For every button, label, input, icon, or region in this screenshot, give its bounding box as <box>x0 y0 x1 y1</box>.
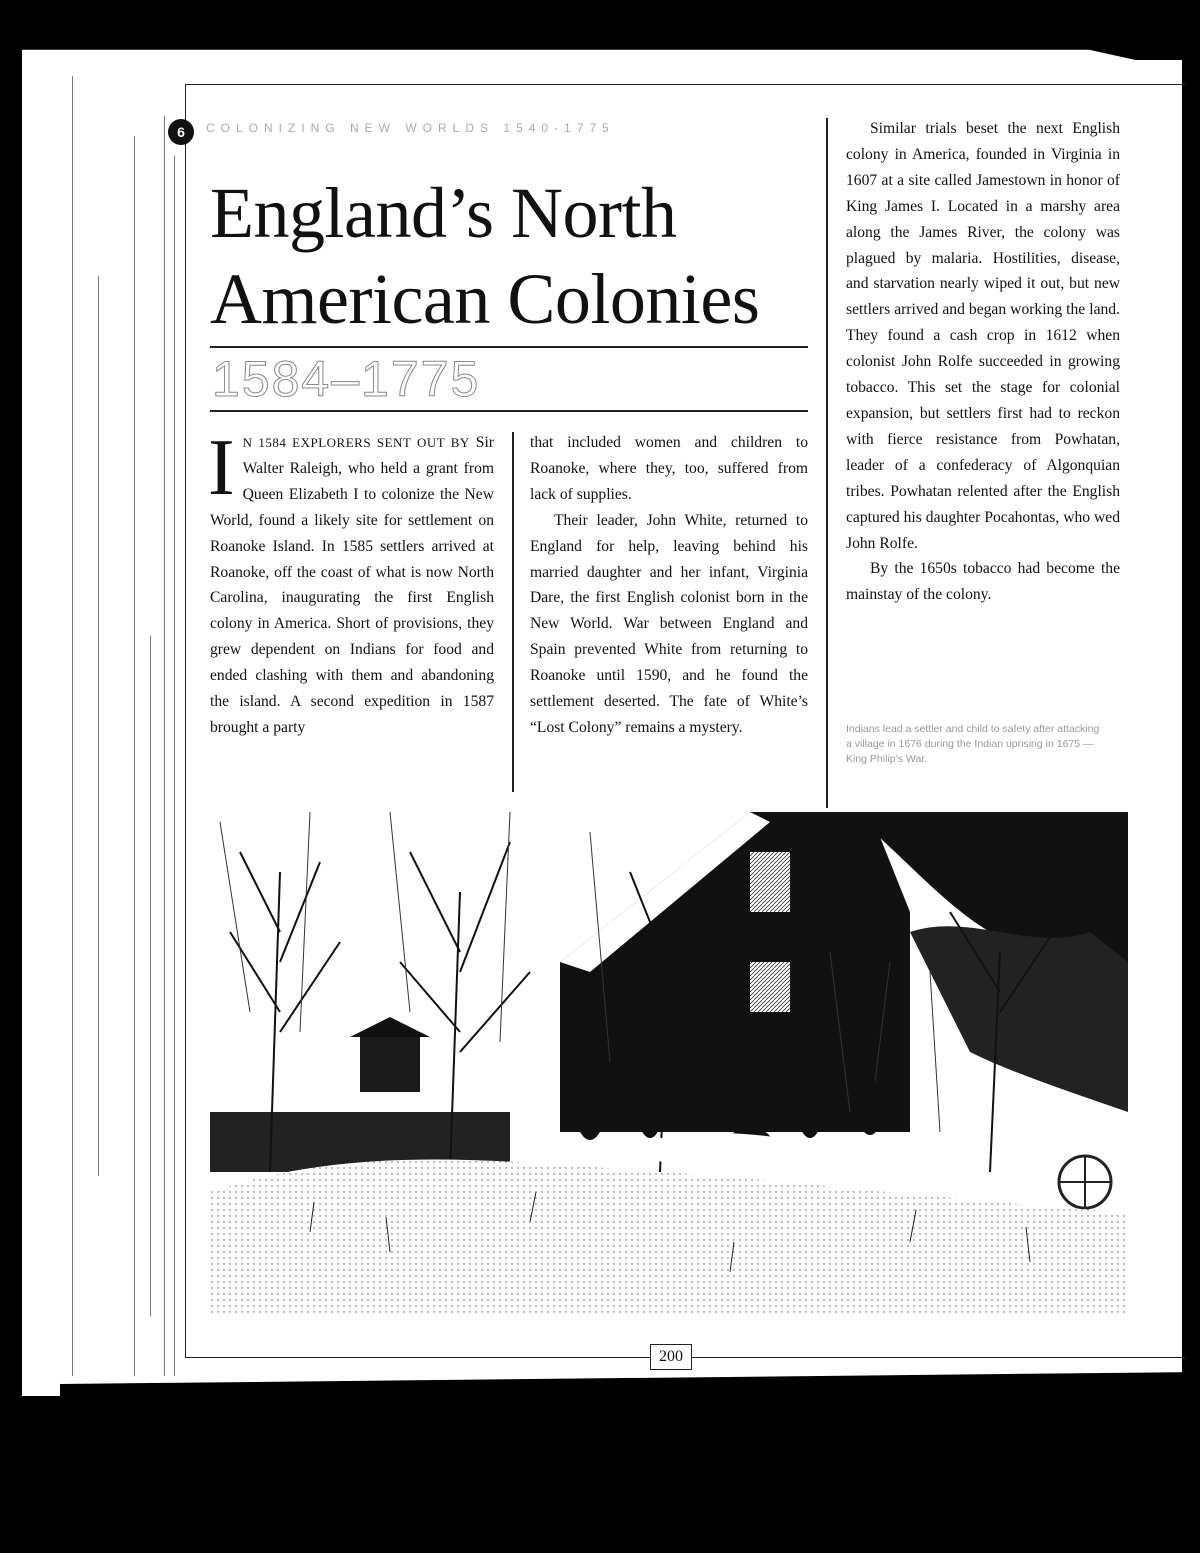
scan-top-shadow <box>22 26 1182 60</box>
paragraph: that included women and children to Roanoke, where they, too, suffered from lack of supplies. <box>530 434 808 503</box>
drop-cap: I <box>208 424 235 512</box>
date-range: 1584–1775 <box>212 351 481 407</box>
paragraph: Similar trials beset the next English colony in America, founded in Virginia in 1607 at a site called Jamestown in honor of King James I. Located in a marshy area along the James River, the colony was plagued by malaria. Hostilities, disease, and starvation nearly wiped it out, but new settlers arrived and began working the land. They found a cash crop in 1612 when colonist John Rolfe succeeded in growing tobacco. This set the stage for colonial expansion, but settlers first had to reckon with fierce resistance from Powhatan, leader of a confederacy of Algonquian tribes. Powhatan relented after the English captured his daughter Pocahontas, who wed John Rolfe. <box>846 120 1120 552</box>
text-column-2 <box>530 430 808 741</box>
text-column-1 <box>208 424 494 741</box>
paragraph: Their leader, John White, returned to England for help, leaving behind his married daughter and her infant, Virginia Dare, the first English colonist born in the New World. War between England and Spain prevented White from returning to Roanoke until 1590, and he found the settlement deserted. The fate of White’s “Lost Colony” remains a mystery. <box>530 511 808 736</box>
text-column-3 <box>846 116 1120 608</box>
section-number-marker: 6 <box>168 119 194 145</box>
lead-in-smallcaps: N 1584 EXPLORERS SENT OUT BY <box>242 435 470 450</box>
title-line-2: American Colonies <box>210 259 760 339</box>
date-rule <box>210 410 808 412</box>
paragraph: By the 1650s tobacco had become the mainstay of the colony. <box>846 560 1120 604</box>
winter-settlement-illustration <box>210 812 1128 1316</box>
page-title <box>210 170 810 342</box>
column-divider <box>826 118 828 808</box>
section-kicker: COLONIZING NEW WORLDS 1540-1775 <box>206 121 615 135</box>
page-number: 200 <box>650 1344 692 1370</box>
paragraph <box>208 424 494 741</box>
title-line-1: England’s North <box>210 173 677 253</box>
paragraph-text: Sir Walter Raleigh, who held a grant from Queen Elizabeth I to colonize the New World, found a likely site for settlement on Roanoke Island. In 1585 settlers arrived at Roanoke, off the coast of what is now North Carolina, inaugurating the first English colony in America. Short of provisions, they grew dependent on Indians for food and ended clashing with them and abandoning the island. A second expedition in 1587 brought a party <box>210 434 494 736</box>
scan-edge-lines <box>62 76 182 1376</box>
illustration-caption: Indians lead a settler and child to safety after attacking a village in 1676 during the Indian uprising in 1675 — King Philip’s War. <box>846 723 1100 765</box>
column-divider <box>512 432 514 792</box>
